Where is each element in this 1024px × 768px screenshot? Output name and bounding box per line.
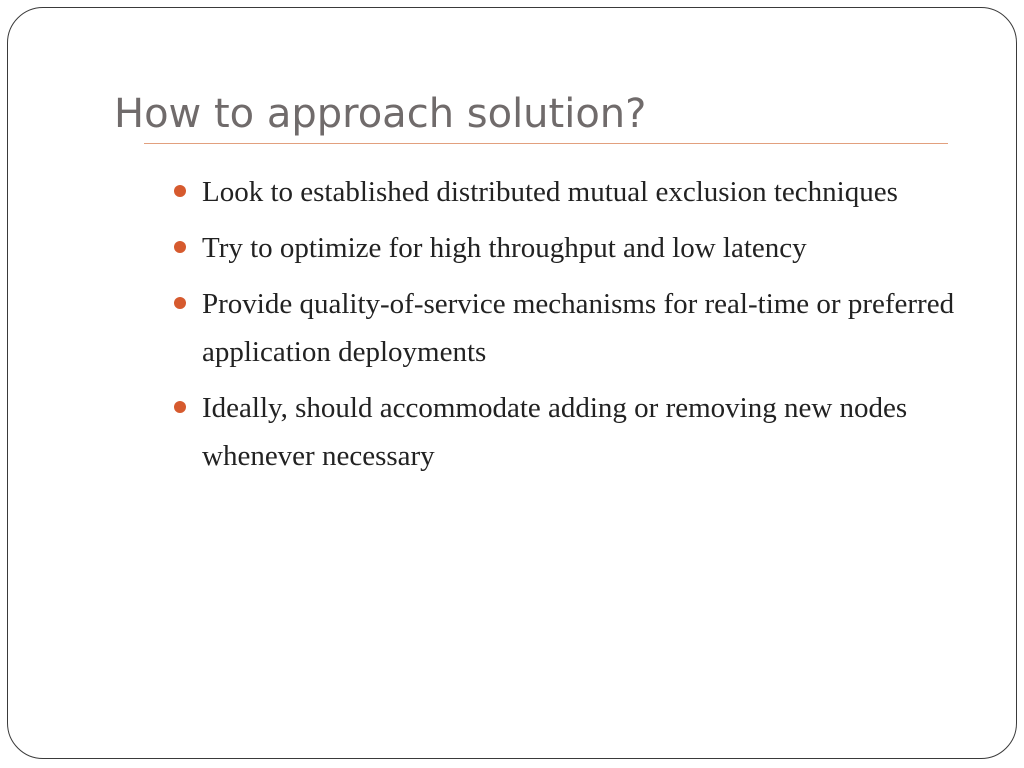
- bullet-dot-icon: [174, 241, 186, 253]
- bullet-text: Provide quality-of-service mechanisms for real-time or preferred application deployments: [202, 288, 955, 368]
- bullet-dot-icon: [174, 185, 186, 197]
- bullet-item: [172, 280, 1002, 376]
- bullet-text: Look to established distributed mutual exclusion techniques: [202, 176, 898, 208]
- slide-title: How to approach solution?: [114, 91, 647, 137]
- title-underline: [144, 143, 948, 144]
- bullet-dot-icon: [174, 401, 186, 413]
- bullet-item: [172, 384, 1002, 480]
- bullet-item: [172, 168, 1002, 216]
- bullet-list: [172, 168, 1002, 488]
- bullet-text: Try to optimize for high throughput and low latency: [202, 232, 807, 264]
- bullet-text: Ideally, should accommodate adding or removing new nodes whenever necessary: [202, 392, 908, 472]
- bullet-dot-icon: [174, 297, 186, 309]
- bullet-item: [172, 224, 1002, 272]
